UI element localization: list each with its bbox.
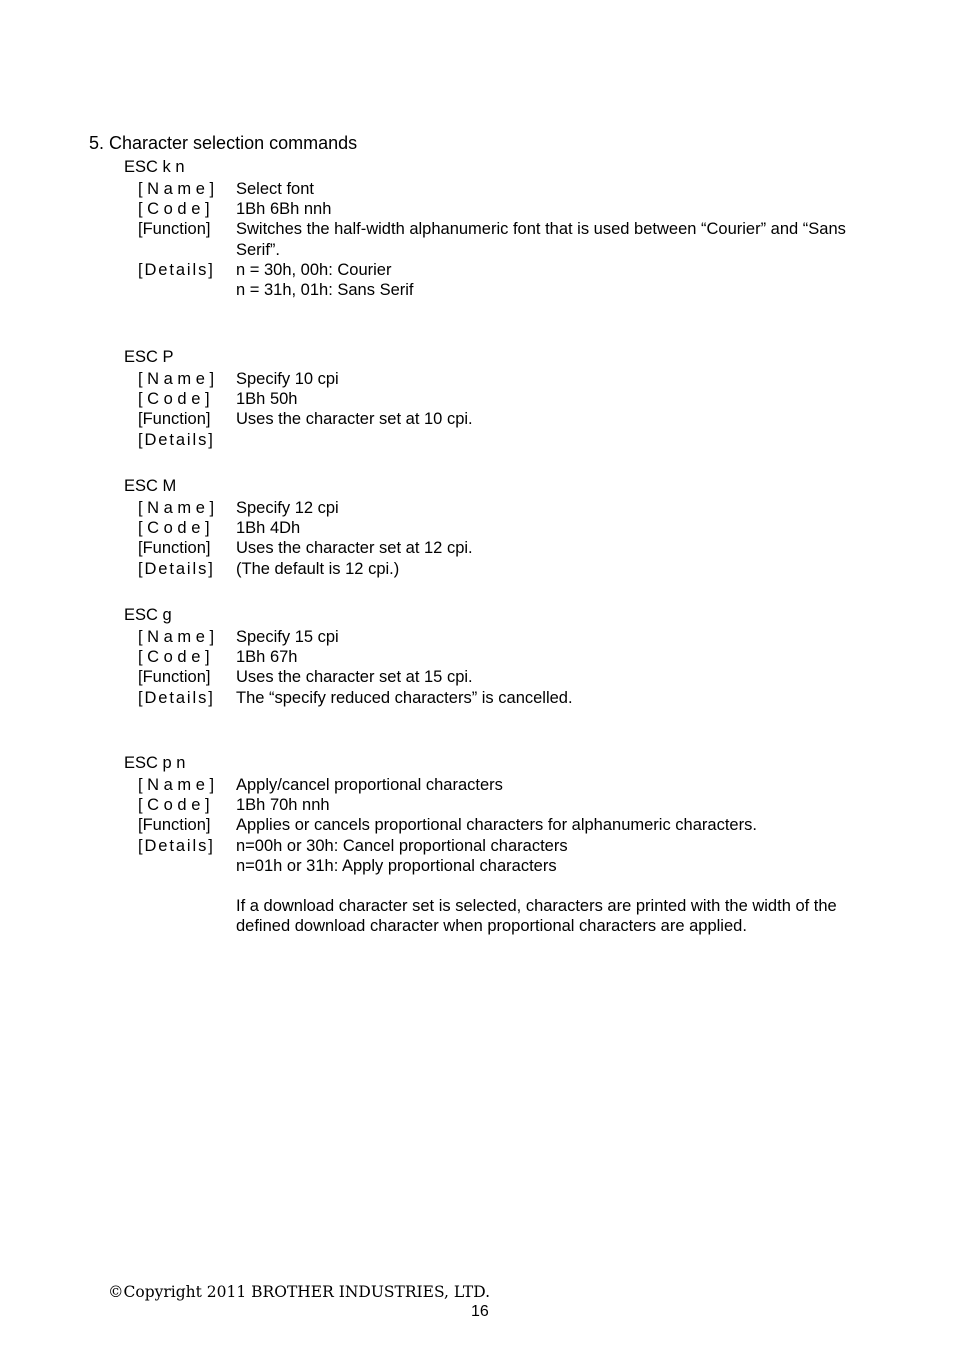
function-label: [Function] bbox=[138, 816, 211, 835]
command-heading: ESC g bbox=[124, 606, 172, 624]
code-row bbox=[124, 389, 864, 409]
details-row bbox=[124, 430, 864, 450]
section-title: 5. Character selection commands bbox=[89, 133, 358, 153]
command-heading: ESC p n bbox=[124, 754, 186, 772]
code-value: 1Bh 50h bbox=[236, 390, 298, 409]
copyright-notice: ©Copyright 2011 BROTHER INDUSTRIES, LTD. bbox=[108, 1283, 491, 1301]
command-esc-m bbox=[124, 476, 864, 579]
function-label: [Function] bbox=[138, 539, 211, 558]
details-label: [Details] bbox=[138, 688, 215, 707]
details-row bbox=[124, 836, 864, 937]
page-number: 16 bbox=[471, 1303, 489, 1320]
function-row bbox=[124, 219, 864, 259]
function-value: Uses the character set at 15 cpi. bbox=[236, 668, 473, 687]
details-label: [Details] bbox=[138, 260, 215, 279]
details-value: n=00h or 30h: Cancel proportional characters n=01h or 31h: Apply proportional characters If a download character set is selected, characters are printed with the width of the defined download character when proportional characters are applied. bbox=[236, 836, 837, 936]
code-row bbox=[124, 199, 864, 219]
name-value: Specify 10 cpi bbox=[236, 370, 339, 388]
name-label: [ N a m e ] bbox=[138, 499, 215, 517]
details-value: n = 30h, 00h: Courier n = 31h, 01h: Sans Serif bbox=[236, 260, 414, 300]
details-label: [Details] bbox=[138, 559, 215, 578]
function-label: [Function] bbox=[138, 668, 211, 687]
code-row bbox=[124, 647, 864, 667]
function-value: Applies or cancels proportional characters for alphanumeric characters. bbox=[236, 816, 757, 835]
name-label: [ N a m e ] bbox=[138, 628, 215, 646]
code-value: 1Bh 6Bh nnh bbox=[236, 200, 332, 219]
command-heading: ESC P bbox=[124, 348, 174, 366]
code-label: [ C o d e ] bbox=[138, 648, 210, 667]
details-row bbox=[124, 260, 864, 300]
details-row bbox=[124, 688, 864, 708]
name-row bbox=[124, 179, 864, 199]
command-esc-k-n bbox=[124, 157, 864, 300]
function-row bbox=[124, 815, 864, 835]
name-value: Apply/cancel proportional characters bbox=[236, 776, 503, 794]
function-row bbox=[124, 667, 864, 687]
details-label: [Details] bbox=[138, 836, 215, 855]
details-value: (The default is 12 cpi.) bbox=[236, 559, 400, 578]
command-heading: ESC M bbox=[124, 477, 177, 495]
function-label: [Function] bbox=[138, 410, 211, 429]
name-label: [ N a m e ] bbox=[138, 180, 215, 198]
code-value: 1Bh 67h bbox=[236, 648, 298, 667]
function-value: Switches the half-width alphanumeric font that is used between “Courier” and “Sans Serif”. bbox=[236, 220, 846, 259]
function-value: Uses the character set at 10 cpi. bbox=[236, 410, 473, 429]
command-heading: ESC k n bbox=[124, 158, 185, 176]
command-esc-g bbox=[124, 605, 864, 708]
code-label: [ C o d e ] bbox=[138, 390, 210, 409]
code-value: 1Bh 70h nnh bbox=[236, 796, 330, 815]
name-row bbox=[124, 369, 864, 389]
name-row bbox=[124, 775, 864, 795]
details-row bbox=[124, 559, 864, 579]
details-label: [Details] bbox=[138, 430, 215, 449]
function-label: [Function] bbox=[138, 220, 211, 239]
code-row bbox=[124, 795, 864, 815]
name-value: Specify 15 cpi bbox=[236, 628, 339, 646]
name-value: Select font bbox=[236, 180, 314, 198]
name-value: Specify 12 cpi bbox=[236, 499, 339, 517]
function-value: Uses the character set at 12 cpi. bbox=[236, 539, 473, 558]
name-label: [ N a m e ] bbox=[138, 370, 215, 388]
function-row bbox=[124, 538, 864, 558]
details-value: The “specify reduced characters” is cancelled. bbox=[236, 688, 573, 707]
name-label: [ N a m e ] bbox=[138, 776, 215, 794]
code-label: [ C o d e ] bbox=[138, 796, 210, 815]
name-row bbox=[124, 498, 864, 518]
details-value bbox=[236, 430, 864, 450]
command-esc-p bbox=[124, 347, 864, 450]
code-label: [ C o d e ] bbox=[138, 200, 210, 219]
code-row bbox=[124, 518, 864, 538]
name-row bbox=[124, 627, 864, 647]
command-esc-p-n bbox=[124, 753, 864, 937]
code-value: 1Bh 4Dh bbox=[236, 519, 301, 538]
code-label: [ C o d e ] bbox=[138, 519, 210, 538]
function-row bbox=[124, 409, 864, 429]
